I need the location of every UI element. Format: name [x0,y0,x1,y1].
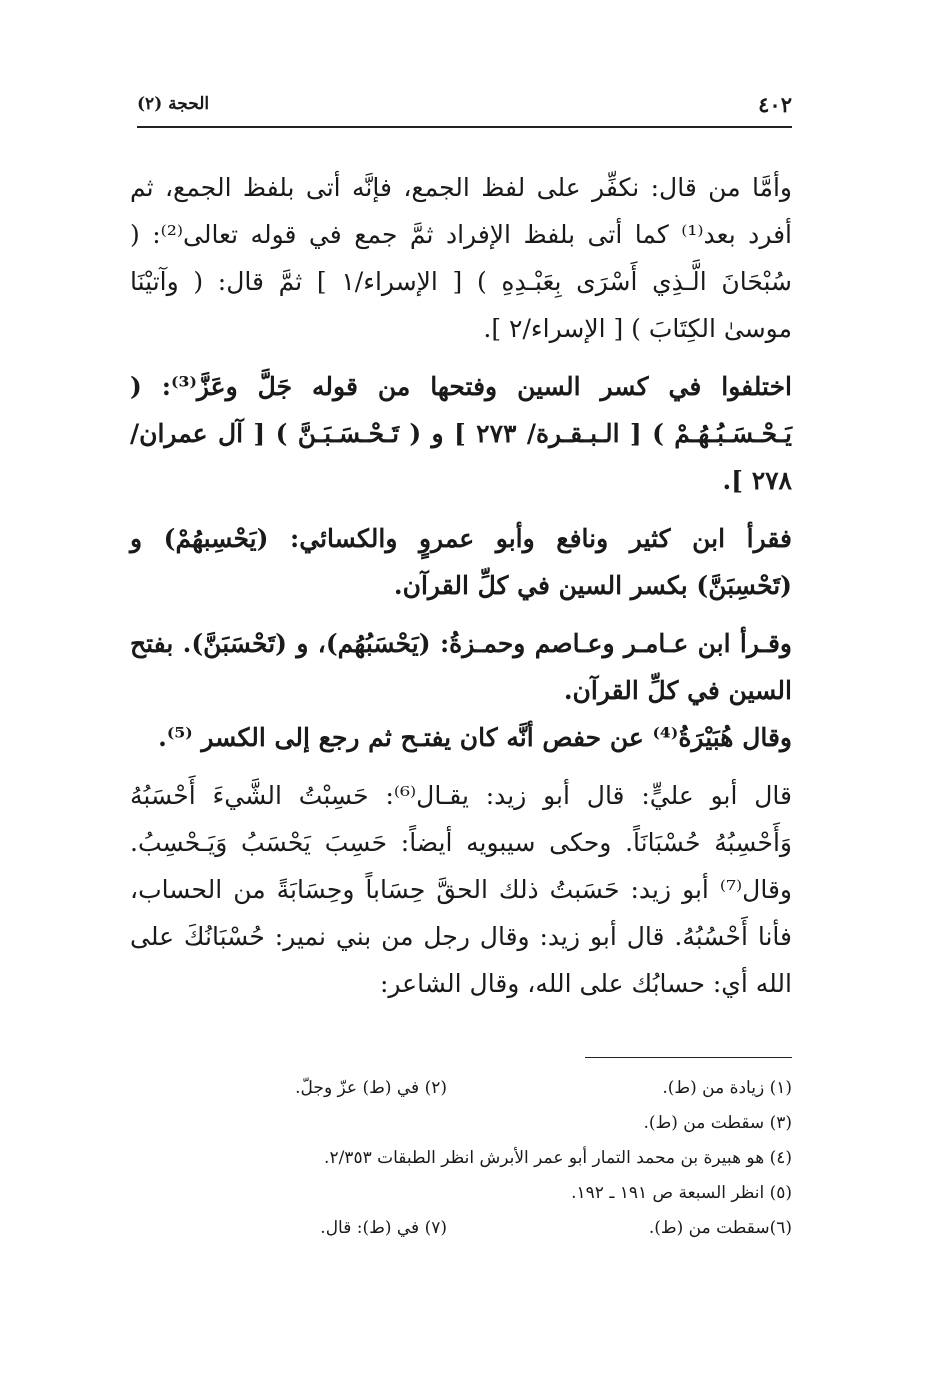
footnotes [190,1071,792,1246]
footnote: (٥) انظر السبعة ص ١٩١ ـ ١٩٢. [571,1183,792,1203]
main-text [130,164,792,1007]
footnote: (٦)سقطت من (ط). [648,1218,792,1238]
paragraph: قال أبو عليٍّ: قال أبو زيد: يقـال⁽⁶⁾: حَسِبْتُ الشَّيءَ أَحْسَبُهُ وَأَحْسِبُهُ حُسْبَانَاً. وحكى سيبويه أيضاً: حَسِبَ يَحْسَبُ وَيَـحْسِبُ. وقال⁽⁷⁾ أبو زيد: حَسَبتُ ذلك الحقَّ حِسَاباً وحِسَابَةً من الحساب، فأنا أَحْسُبُهُ. قال أبو زيد: وقال رجل من بني نمير: حُسْبَانُكَ على الله أي: حسابُك على الله، وقال الشاعر: [130,781,793,998]
paragraph-bold: وقـرأ ابن عـامـر وعـاصم وحمـزةُ: (يَحْسَبُهُم)، و (تَحْسَبَنَّ). بفتح السين في كلِّ القرآن. [130,629,792,705]
footnote-line [190,1071,792,1106]
footnote-line [190,1106,792,1141]
footnote: (٣) سقطت من (ط). [643,1113,792,1133]
footnote: (٤) هو هبيرة بن محمد التمار أبو عمر الأبرش انظر الطبقات ٢/٣٥٣. [324,1148,792,1168]
paragraph-bold: وقال هُبَيْرَةُ⁽⁴⁾ عن حفص أنَّه كان يفتـح ثم رجع إلى الكسر ⁽⁵⁾. [158,723,792,752]
footnote-divider [585,1057,792,1058]
paragraph-bold: فقرأ ابن كثير ونافع وأبو عمروٍ والكسائي: (يَحْسِبهُمْ) و (تَحْسِبَنَّ) بكسر السين في كلِّ القرآن. [130,524,792,600]
footnote: (٧) في (ط): قال. [320,1218,447,1238]
footnote: (٢) في (ط) عزّ وجلّ. [295,1078,447,1098]
footnote-line [190,1141,792,1176]
paragraph-bold: اختلفوا في كسر السين وفتحها من قوله جَلَّ وعَزَّ⁽³⁾: ( يَـحْـسَـبُـهُـمْ ) [ الـبـقـرة/ ٢٧٣ ] و ( تَـحْـسَـبَـنَّ ) [ آل عمران/ ٢٧٨ ]. [130,372,792,495]
page-number: ٤٠٢ [758,92,792,117]
footnote-line [190,1211,792,1246]
footnote: (١) زيادة من (ط). [662,1078,792,1098]
running-head: الحجة (٢) [137,94,210,114]
page-header [137,92,792,128]
footnote-line [190,1176,792,1211]
paragraph: وأمَّا من قال: نكفِّر على لفظ الجمع، فإنَّه أتى بلفظ الجمع، ثم أفرد بعد⁽¹⁾ كما أتى بلفظ الإفراد ثمَّ جمع في قوله تعالى⁽²⁾: ( سُبْحَانَ الَّـذِي أَسْرَى بِعَبْـدِهِ ) [ الإسراء/١ ] ثمَّ قال: ( وآتيْنَا موسىٰ الكِتَابَ ) [ الإسراء/٢ ]. [130,173,793,343]
